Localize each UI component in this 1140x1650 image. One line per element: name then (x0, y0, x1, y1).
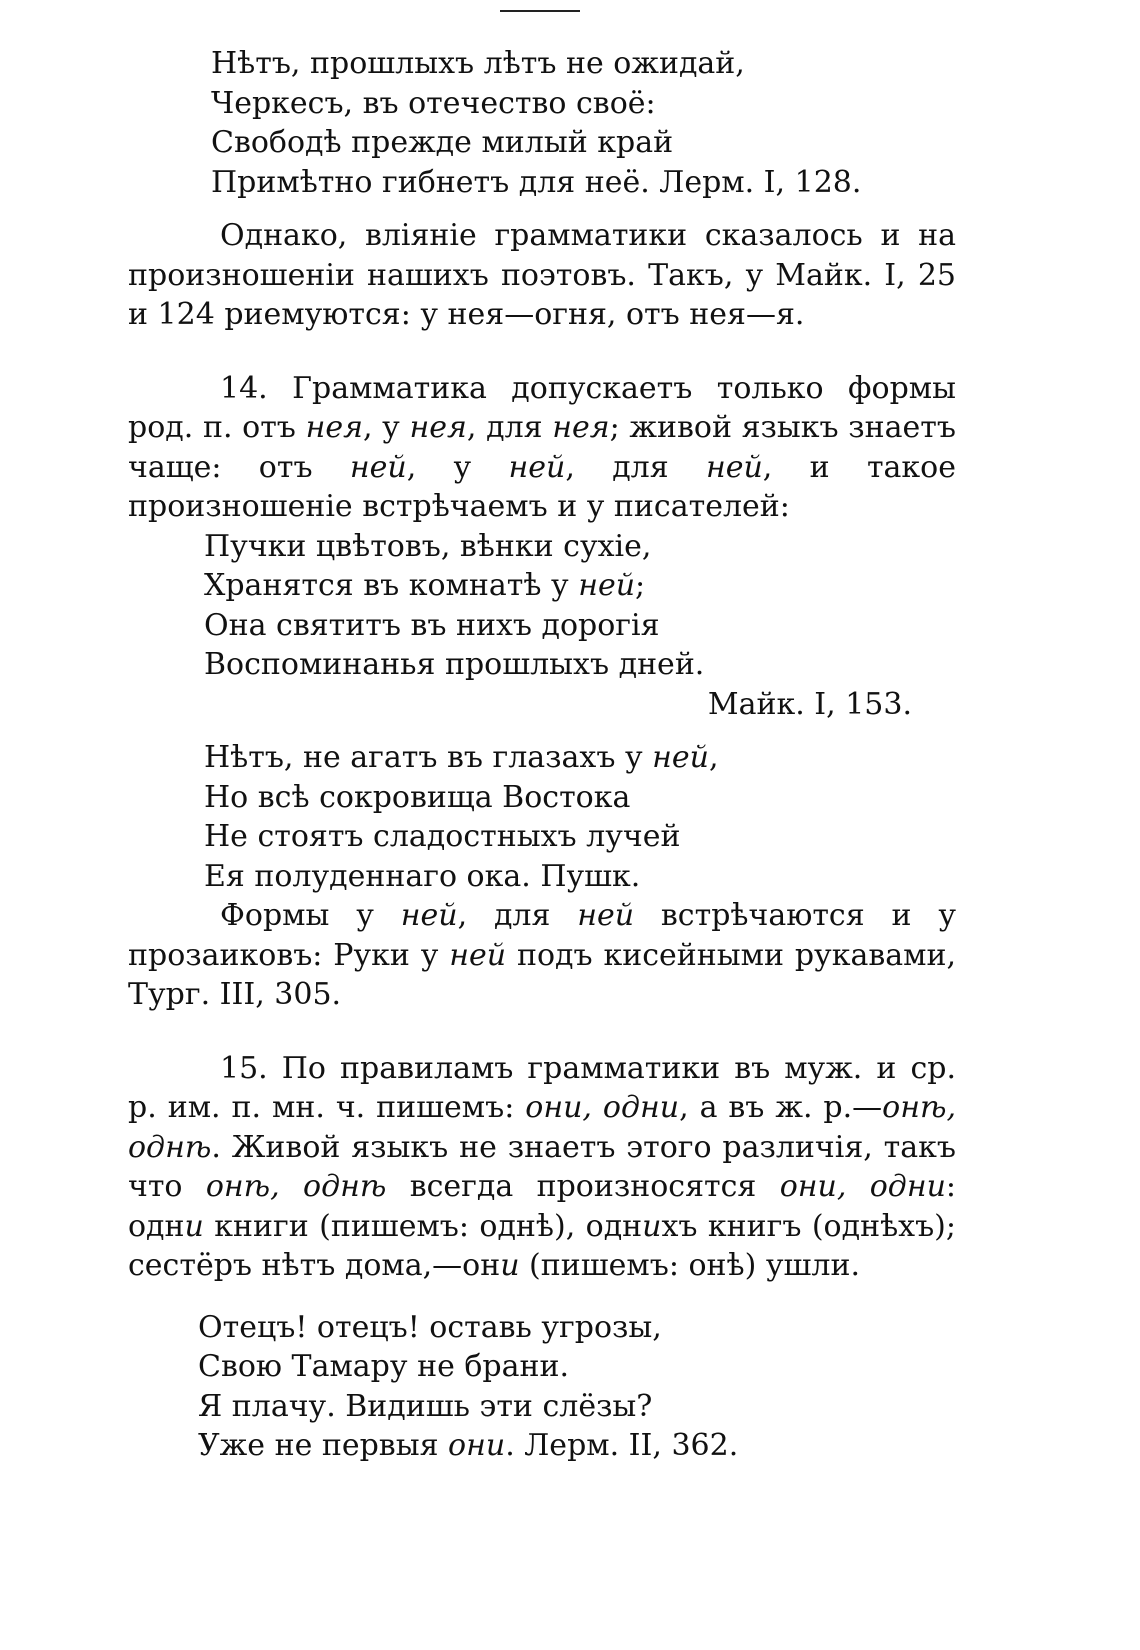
verse-lermontov-362 (128, 1308, 956, 1466)
verse-line: Нѣтъ, прошлыхъ лѣтъ не ожидай, (211, 46, 745, 81)
verse-line: Свободѣ прежде милый край (211, 125, 674, 160)
verse-pushkin (128, 738, 956, 896)
verse-maikov-153 (128, 527, 956, 725)
paragraph-prose-forms: Формы у ней, для ней встрѣчаются и у прозаиковъ: Руки у ней подъ кисейными рукавами, Тург. III, 305. (128, 898, 956, 1012)
verse-line: Воспоминанья прошлыхъ дней. (204, 647, 705, 682)
paragraph-grammar-influence: Однако, вліяніе грамматики сказалось и на произношеніи нашихъ поэтовъ. Такъ, у Майк. I, 25 и 124 риемуются: у нея—огня, отъ нея—я. (128, 218, 956, 332)
verse-line: Свою Тамару не брани. (198, 1349, 570, 1384)
verse-line: Отецъ! отецъ! оставь угрозы, (198, 1309, 662, 1345)
paragraph-15: 15. По правиламъ грамматики въ муж. и ср. р. им. п. мн. ч. пишемъ: они, одни, а въ ж. р.—онѣ, однѣ. Живой языкъ не знаетъ этого различія, такъ что онѣ, однѣ всегда произносятся они, одни: одни книги (пишемъ: однѣ), однихъ книгъ (однѣхъ); сестёръ нѣтъ дома,—они (пишемъ: онѣ) ушли. (128, 1050, 957, 1283)
top-rule (500, 10, 580, 12)
verse-line: Не стоятъ сладостныхъ лучей (204, 819, 681, 854)
verse-attribution: Майк. I, 153. (707, 686, 912, 722)
verse-line: Ея полуденнаго ока. Пушк. (204, 858, 641, 894)
verse-line: Пучки цвѣтовъ, вѣнки сухіе, (204, 528, 652, 564)
verse-line: Нѣтъ, не агатъ въ глазахъ у ней, (204, 740, 719, 775)
verse-lermontov-128 (128, 44, 956, 202)
verse-line: Я плачу. Видишь эти слёзы? (198, 1388, 653, 1424)
verse-line: Примѣтно гибнетъ для неё. Лерм. I, 128. (211, 164, 862, 200)
verse-line: Но всѣ сокровища Востока (204, 779, 631, 815)
verse-line: Черкесъ, въ отечество своё: (211, 85, 656, 121)
verse-line: Она святитъ въ нихъ дорогія (204, 607, 660, 643)
verse-line: Хранятся въ комнатѣ у ней; (204, 568, 646, 603)
page-text (128, 44, 956, 1466)
verse-line: Уже не первыя они. Лерм. II, 362. (198, 1428, 739, 1463)
paragraph-14: 14. Грамматика допускаетъ только формы род. п. отъ нея, у нея, для нея; живой языкъ знаетъ чаще: отъ ней, у ней, для ней, и такое произношеніе встрѣчаемъ и у писателей: (128, 370, 956, 524)
